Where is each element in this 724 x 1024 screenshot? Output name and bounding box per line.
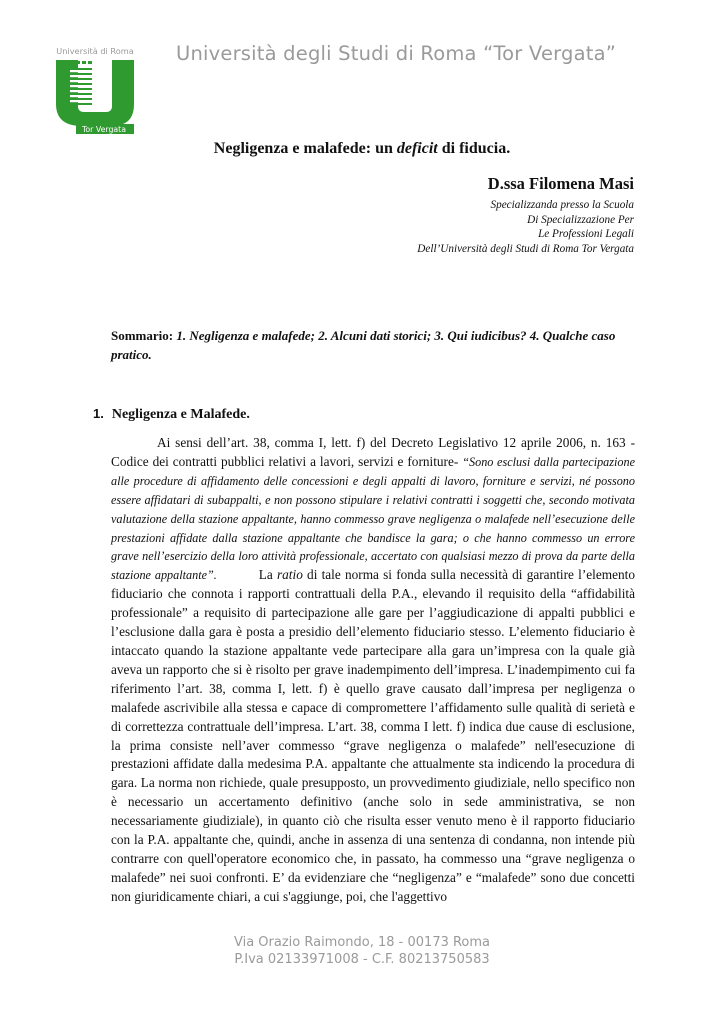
logo-bottom-text: Tor Vergata xyxy=(81,125,127,134)
university-name: Università degli Studi di Roma “Tor Vergata” xyxy=(176,42,617,65)
body-gap: La xyxy=(216,567,277,583)
affiliation-line: Le Professioni Legali xyxy=(538,228,634,241)
body-intro: Ai sensi dell’art. 38, comma I, lett. f) del Decreto Legislativo 12 aprile 2006, n. 163 - Codice dei contratti pubblici relativi a lavori, servizi e forniture- xyxy=(111,435,635,469)
affiliation-line: Di Specializzazione Per xyxy=(527,213,634,226)
summary-text: 1. Negligenza e malafede; 2. Alcuni dati storici; 3. Qui iudicibus? 4. Qualche caso pratico. xyxy=(111,328,616,362)
section-heading xyxy=(93,406,250,423)
tor-vergata-logo-icon xyxy=(54,46,136,134)
footer-address: Via Orazio Raimondo, 18 - 00173 Roma xyxy=(233,935,491,950)
ratio-word: ratio xyxy=(276,567,303,583)
title-part-2: di fiducia. xyxy=(437,140,511,157)
university-logo xyxy=(54,46,136,134)
affiliation-line: Specializzanda presso la Scuola xyxy=(490,199,634,211)
title-italic-word: deficit xyxy=(396,140,438,157)
footer-tax-ids: P.Iva 02133971008 - C.F. 80213750583 xyxy=(234,952,490,967)
author-block xyxy=(417,174,634,256)
body-text xyxy=(111,434,635,907)
document-title xyxy=(0,140,724,158)
affiliation-line: Dell’Università degli Studi di Roma Tor Vergata xyxy=(417,242,634,255)
summary xyxy=(111,326,635,364)
logo-top-text: Università di Roma xyxy=(56,46,134,56)
body-rest: di tale norma si fonda sulla necessità di garantire l’elemento fiduciario che connota i rapporti contrattuali della P.A., elevando il requisito della “affidabilità professionale” a requisito di partecipazione alle gare per l’aggiudicazione di appalti pubblici e l’esclusione dalla gara è posta a presidio dell’elemento fiduciario stesso. L’elemento fiduciario è intaccato quando la stazione appaltante vede partecipare alla gara un’impresa con la quale già aveva un rapporto che si è risolto per grave inadempimento dell’impresa. L’inadempimento cui fa riferimento l’art. 38, comma I, lett. f) è quello grave causato dall’impresa per negligenza o malafede ascrivibile alla stessa e capace di compromettere l’affidamento sulle qualità di serietà e di correttezza contrattuale dell’impresa. L’art. 38, comma I lett. f) indica due cause di esclusione, la prima consiste nell’aver commesso “grave negligenza o malafede” nell'esecuzione di prestazioni affidate dalla medesima P.A. appaltante che attualmente sta indicendo la procedura di gara. La norma non richiede, quale presupposto, un provvedimento giudiziale, nello specifico non è necessario un accertamento definitivo (anche solo in sede amministrativa, se non necessariamente giudiziale), in quanto ciò che risulta esser venuto meno è il rapporto fiduciario con la P.A. appaltante che, quindi, anche in assenza di una sentenza di condanna, non intende più contrarre con quell'operatore economico che, in passato, ha commesso una “grave negligenza o malafede” nei suoi confronti. E’ da evidenziare che “negligenza” e “malafede” sono due concetti non giuridicamente chiari, a cui s'aggiunge, poi, che l'aggettivo xyxy=(111,567,635,904)
body-paragraph xyxy=(111,434,635,907)
footer xyxy=(0,934,724,968)
law-quote: “Sono esclusi dalla partecipazione alle procedure di affidamento delle concessioni e degli appalti di lavoro, forniture e servizi, né possono essere affidatari di subappalti, e non possono stipulare i relativi contratti i soggetti che, secondo motivata valutazione della stazione appaltante, hanno commesso grave negligenza o malafede nell’esecuzione delle prestazioni affidate dalla stazione appaltante che bandisce la gara; o che hanno commesso un errore grave nell’esercizio della loro attività professionale, accertato con qualsiasi mezzo di prova da parte della stazione appaltante”. xyxy=(111,454,636,583)
summary-label: Sommario: xyxy=(111,328,174,343)
section-title: Negligenza e Malafede. xyxy=(111,407,250,422)
title-part-1: Negligenza e malafede: un xyxy=(213,140,397,157)
section-number: 1. xyxy=(93,406,104,421)
author-name: D.ssa Filomena Masi xyxy=(487,174,634,193)
